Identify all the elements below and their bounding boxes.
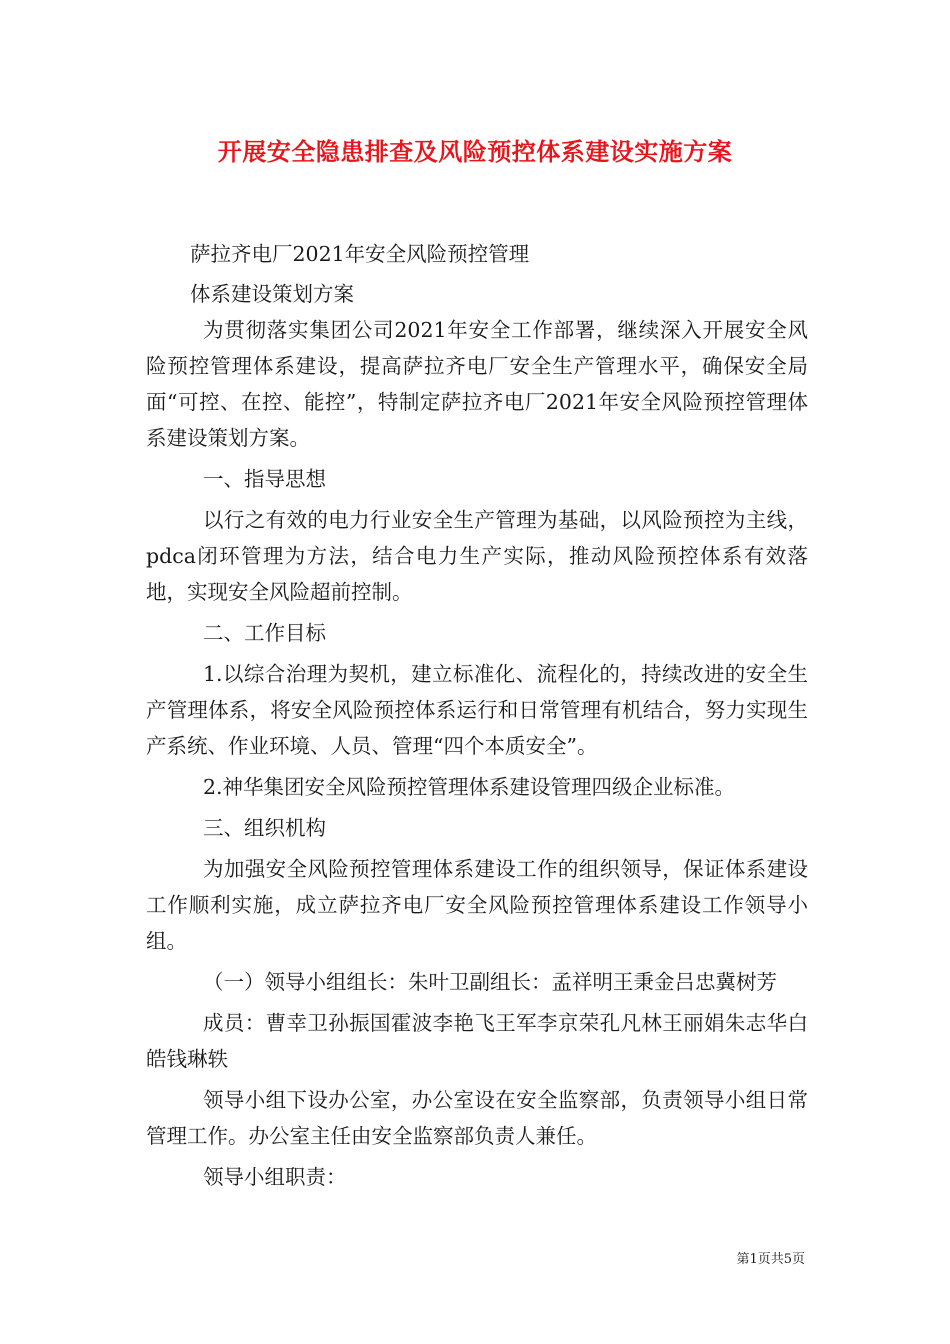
paragraph-guiding-ideology: 以行之有效的电力行业安全生产管理为基础，以风险预控为主线，pdca闭环管理为方法，结合电力生产实际，推动风险预控体系有效落地，实现安全风险超前控制。 (146, 508, 808, 604)
page-number: 第1页共5页 (736, 1252, 805, 1267)
paragraph-plan-title: 体系建设策划方案 (190, 282, 354, 306)
paragraph-members: 成员：曹幸卫孙振国霍波李艳飞王军李京荣孔凡林王丽娟朱志华白皓钱琳轶 (146, 1011, 808, 1071)
heading-work-goals: 二、工作目标 (203, 621, 326, 645)
document-title: 开展安全隐患排查及风险预控体系建设实施方案 (217, 137, 733, 166)
paragraph-intro: 为贯彻落实集团公司2021年安全工作部署，继续深入开展安全风险预控管理体系建设，提高萨拉齐电厂安全生产管理水平，确保安全局面“可控、在控、能控”，特制定萨拉齐电厂2021年安全风险预控管理体系建设策划方案。 (146, 318, 808, 450)
paragraph-plant-title: 萨拉齐电厂2021年安全风险预控管理 (190, 242, 530, 266)
paragraph-organization: 为加强安全风险预控管理体系建设工作的组织领导，保证体系建设工作顺利实施，成立萨拉齐电厂安全风险预控管理体系建设工作领导小组。 (146, 857, 808, 953)
heading-organization: 三、组织机构 (203, 816, 326, 840)
paragraph-leadership-group: （一）领导小组组长：朱叶卫副组长：孟祥明王秉金吕忠冀树芳 (203, 970, 777, 994)
document-body (146, 236, 808, 1195)
heading-group-duties: 领导小组职责： (203, 1165, 347, 1189)
paragraph-goal-1: 1.以综合治理为契机，建立标准化、流程化的，持续改进的安全生产管理体系，将安全风险预控体系运行和日常管理有机结合，努力实现生产系统、作业环境、人员、管理“四个本质安全”。 (146, 662, 808, 758)
paragraph-goal-2: 2.神华集团安全风险预控管理体系建设管理四级企业标准。 (203, 775, 736, 799)
heading-guiding-ideology: 一、指导思想 (203, 467, 326, 491)
paragraph-office: 领导小组下设办公室，办公室设在安全监察部，负责领导小组日常管理工作。办公室主任由安全监察部负责人兼任。 (146, 1088, 808, 1148)
